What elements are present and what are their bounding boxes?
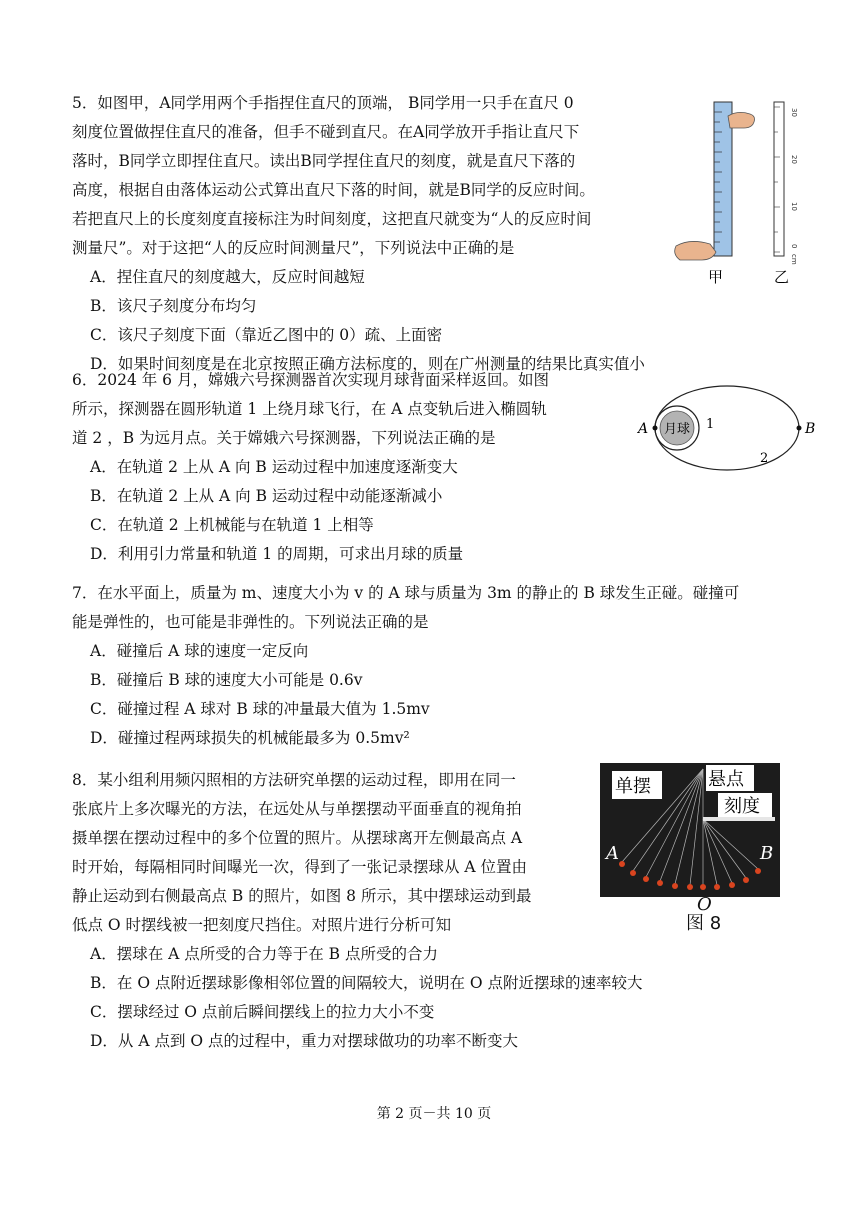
q7-option-a: A．碰撞后 A 球的速度一定反向 [90, 642, 309, 660]
point-a-label: A [638, 421, 649, 437]
point-b-label: B [805, 421, 816, 437]
label-scale: 刻度 [724, 796, 760, 817]
point-a-dot [653, 426, 658, 431]
q7-option-b: B．碰撞后 B 球的速度大小可能是 0.6v [90, 671, 363, 689]
scale-bar [703, 817, 775, 821]
q5-ruler-figure [672, 98, 812, 288]
q5-line: 落时，B同学立即捏住直尺。读出B同学捏住直尺的刻度，就是直尺下落的 [72, 152, 576, 170]
label-pendulum: 单摆 [615, 776, 651, 797]
orbit-diagram [628, 378, 826, 478]
point-b-label: B [760, 843, 774, 864]
hand-top-icon [728, 112, 755, 128]
question-5 [72, 89, 645, 379]
q8-option-a: A．摆球在 A 点所受的合力等于在 B 点所受的合力 [90, 945, 438, 963]
q8-line: 静止运动到右侧最高点 B 的照片，如图 8 所示，其中摆球运动到最 [72, 887, 532, 905]
q6-option-b: B．在轨道 2 上从 A 向 B 运动过程中动能逐渐减小 [90, 487, 443, 505]
ruler-unit: cm [790, 254, 798, 265]
page-footer: 第 2 页－共 10 页 [376, 1106, 492, 1122]
q6-option-a: A．在轨道 2 上从 A 向 B 运动过程中加速度逐渐变大 [90, 458, 458, 476]
hand-bottom-icon [675, 241, 716, 260]
q8-pendulum-figure [600, 763, 780, 935]
ruler-tick-20: 20 [790, 155, 798, 164]
q6-orbit-figure [628, 378, 826, 478]
caption-yi: 乙 [774, 268, 790, 286]
moon-label: 月球 [664, 422, 691, 437]
q5-option-a: A．捏住直尺的刻度越大，反应时间越短 [90, 268, 365, 286]
ruler-illustration [672, 98, 812, 288]
q8-line: 8．某小组利用频闪照相的方法研究单摆的运动过程，即用在同一 [72, 771, 516, 789]
q5-line: 5．如图甲，A同学用两个手指捏住直尺的顶端， B同学用一只手在直尺 0 [72, 94, 574, 112]
q6-option-d: D．利用引力常量和轨道 1 的周期，可求出月球的质量 [90, 545, 464, 563]
q8-option-d: D．从 A 点到 O 点的过程中，重力对摆球做功的功率不断变大 [90, 1032, 519, 1050]
pendulum-photo [600, 763, 780, 935]
q7-option-c: C．碰撞过程 A 球对 B 球的冲量最大值为 1.5mv [90, 700, 430, 718]
q8-option-c: C．摆球经过 O 点前后瞬间摆线上的拉力大小不变 [90, 1003, 435, 1021]
q8-line: 低点 O 时摆线被一把刻度尺挡住。对照片进行分析可知 [72, 916, 452, 934]
question-7 [72, 579, 739, 753]
q5-line: 高度，根据自由落体运动公式算出直尺下落的时间，就是B同学的反应时间。 [72, 181, 595, 199]
q7-line: 能是弹性的，也可能是非弹性的。下列说法正确的是 [72, 613, 429, 631]
point-b-dot [797, 426, 802, 431]
ruler-yi [774, 102, 784, 256]
q6-line: 所示，探测器在圆形轨道 1 上绕月球飞行，在 A 点变轨后进入椭圆轨 [72, 400, 547, 418]
q5-option-b: B．该尺子刻度分布均匀 [90, 297, 257, 315]
figure-8-caption: 图 8 [686, 913, 722, 934]
q5-option-c: C．该尺子刻度下面（靠近乙图中的 0）疏、上面密 [90, 326, 443, 344]
caption-jia: 甲 [708, 268, 724, 286]
q8-line: 摄单摆在摆动过程中的多个位置的照片。从摆球离开左侧最高点 A [72, 829, 523, 847]
orbit-2-label: 2 [760, 451, 769, 466]
q6-line: 道 2 ，B 为远月点。关于嫦娥六号探测器，下列说法正确的是 [72, 429, 496, 447]
q5-line: 刻度位置做捏住直尺的准备，但手不碰到直尺。在A同学放开手指让直尺下 [72, 123, 580, 141]
ruler-tick-10: 10 [790, 202, 798, 211]
ruler-tick-30: 30 [790, 108, 798, 117]
q8-option-b: B．在 O 点附近摆球影像相邻位置的间隔较大，说明在 O 点附近摆球的速率较大 [90, 974, 643, 992]
q5-line: 测量尺”。对于这把“人的反应时间测量尺”，下列说法中正确的是 [72, 239, 515, 257]
q8-line: 时开始，每隔相同时间曝光一次，得到了一张记录摆球从 A 位置由 [72, 858, 528, 876]
q6-option-c: C．在轨道 2 上机械能与在轨道 1 上相等 [90, 516, 374, 534]
q7-line: 7．在水平面上，质量为 m、速度大小为 v 的 A 球与质量为 3m 的静止的 B 球发生正碰。碰撞可 [72, 584, 740, 602]
point-a-label: A [606, 843, 619, 864]
orbit-1-label: 1 [706, 417, 715, 432]
ruler-tick-0: 0 [790, 244, 798, 249]
question-8 [72, 766, 643, 1056]
question-6 [72, 366, 549, 569]
q5-line: 若把直尺上的长度刻度直接标注为时间刻度，这把直尺就变为“人的反应时间 [72, 210, 592, 228]
point-o-label: O [697, 894, 712, 915]
label-pivot: 悬点 [708, 769, 744, 790]
q5-option-d: D．如果时间刻度是在北京按照正确方法标度的，则在广州测量的结果比真实值小 [90, 355, 645, 373]
q8-line: 张底片上多次曝光的方法，在远处从与单摆摆动平面垂直的视角拍 [72, 800, 522, 818]
q7-option-d: D．碰撞过程两球损失的机械能最多为 0.5mv² [90, 729, 410, 747]
q6-line: 6．2024 年 6 月，嫦娥六号探测器首次实现月球背面采样返回。如图 [72, 371, 549, 389]
